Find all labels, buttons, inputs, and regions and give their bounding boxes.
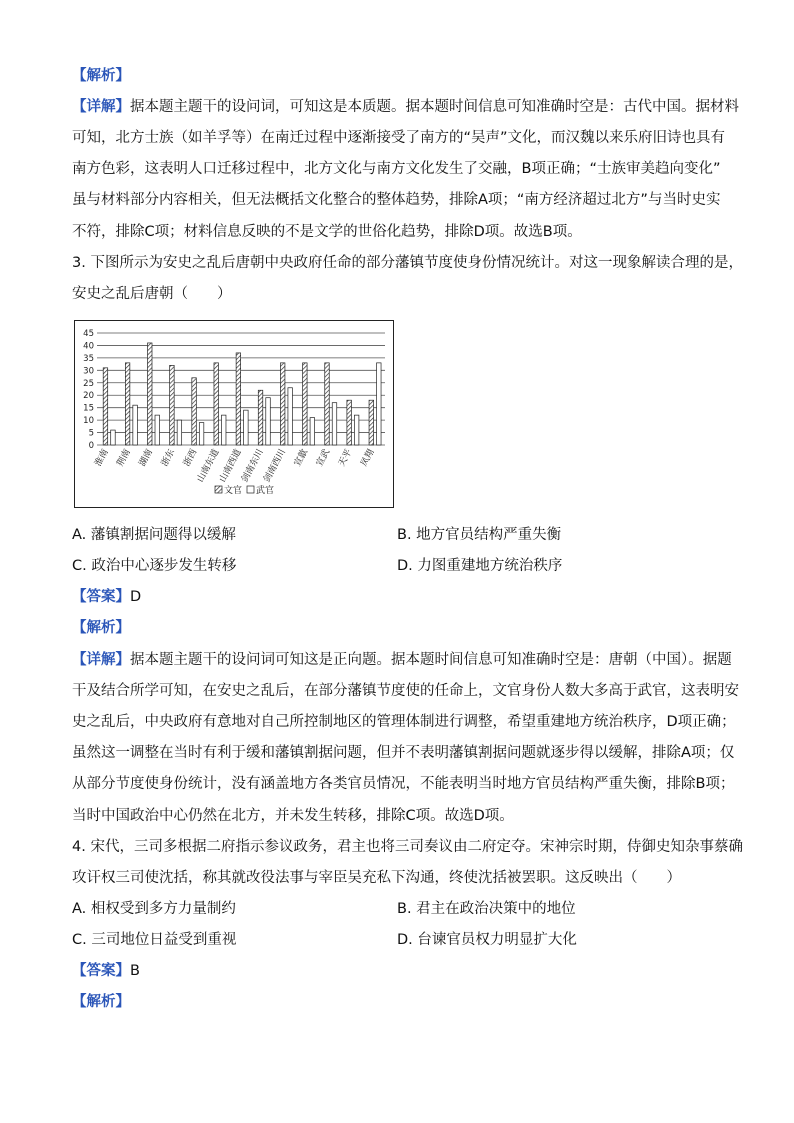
bar-wuguan: [199, 423, 204, 445]
jiexi-heading-1: 【解析】: [72, 68, 130, 84]
legend-label: 文官: [224, 486, 243, 496]
q4-option-d[interactable]: D. 台谏官员权力明显扩大化: [397, 932, 577, 948]
detail-line-5: 不符，排除C项；材料信息反映的不是文学的世俗化趋势，排除D项。故选B项。: [72, 224, 582, 240]
y-tick-label: 10: [83, 416, 94, 427]
q4-jiexi-heading: 【解析】: [72, 994, 130, 1010]
y-tick-label: 30: [83, 366, 94, 377]
x-tick-label: 宣歙: [292, 447, 311, 469]
q3-analysis-line-2: 干及结合所学可知，在安史之乱后，在部分藩镇节度使的任命上，文官身份人数大多高于武官，这表明安: [72, 683, 739, 699]
x-tick-label: 天平: [337, 447, 355, 469]
bar-wenguan: [148, 343, 153, 445]
answer-tag: 【答案】: [72, 589, 130, 605]
detail-text: 据本题主题干的设问词，可知这是本质题。据本题时间信息可知准确时空是：古代中国。据材料: [130, 99, 739, 115]
legend-swatch: [215, 486, 222, 493]
q3-analysis-line-4: 虽然这一调整在当时有利于缓和藩镇割据问题，但并不表明藩镇割据问题就逐步得以缓解，排除A项；仅: [72, 745, 735, 761]
q4-answer: [72, 961, 140, 981]
x-tick-label: 凤翔: [359, 447, 377, 469]
y-tick-label: 35: [83, 353, 94, 364]
x-tick-label: 山南西道: [217, 447, 244, 485]
q3-bar-chart: [74, 320, 394, 508]
detail-line-4: 虽与材料部分内容相关，但无法概括文化整合的整体趋势，排除A项；“南方经济超过北方”与当时史实: [72, 192, 721, 208]
x-tick-label: 湖南: [137, 447, 156, 469]
bar-wenguan: [192, 378, 197, 445]
x-tick-label: 浙东: [159, 447, 178, 469]
bar-wuguan: [221, 415, 226, 445]
bar-wenguan: [347, 400, 352, 445]
q4-stem-line-1: 4. 宋代，三司多根据二府指示参议政务，君主也将三司奏议由二府定夺。宋神宗时期，侍御史知杂事蔡确: [72, 839, 743, 855]
bar-wuguan: [111, 430, 116, 445]
y-tick-label: 0: [88, 441, 94, 451]
q3-option-d[interactable]: D. 力图重建地方统治秩序: [397, 558, 563, 574]
y-tick-label: 45: [83, 329, 94, 339]
q3-option-a[interactable]: A. 藩镇割据问题得以缓解: [72, 527, 236, 543]
q3-answer: [72, 587, 141, 607]
bar-wuguan: [377, 363, 382, 445]
bar-wenguan: [280, 363, 285, 445]
y-tick-label: 40: [83, 341, 94, 352]
q3-analysis-line-6: 当时中国政治中心仍然在北方，并未发生转移，排除C项。故选D项。: [72, 808, 514, 824]
q4-option-b[interactable]: B. 君主在政治决策中的地位: [397, 901, 576, 917]
legend-label: 武官: [256, 486, 275, 496]
chart-svg: [75, 321, 393, 507]
q4-option-c[interactable]: C. 三司地位日益受到重视: [72, 932, 237, 948]
legend-swatch: [247, 486, 254, 493]
x-tick-label: 宣武: [314, 447, 333, 469]
q3-analysis-line-1: [72, 650, 732, 670]
bar-wenguan: [170, 365, 175, 445]
answer-tag: 【答案】: [72, 963, 130, 979]
x-tick-label: 浙西: [182, 447, 200, 469]
bar-wenguan: [258, 390, 263, 445]
bar-wenguan: [303, 363, 308, 445]
x-tick-label: 荆南: [115, 447, 133, 469]
bar-wuguan: [354, 415, 359, 445]
bar-wenguan: [214, 363, 219, 445]
bar-wuguan: [244, 410, 249, 445]
y-tick-label: 25: [83, 378, 94, 389]
q4-option-a[interactable]: A. 相权受到多方力量制约: [72, 901, 236, 917]
x-tick-label: 剑南西川: [262, 447, 288, 485]
bar-wenguan: [325, 363, 330, 445]
q3-stem-line-1: 3. 下图所示为安史之乱后唐朝中央政府任命的部分藩镇节度使身份情况统计。对这一现象解读合理的是，: [72, 255, 743, 271]
answer-value: D: [130, 589, 142, 605]
y-tick-label: 15: [83, 403, 94, 414]
answer-value: B: [130, 963, 140, 979]
bar-wenguan: [125, 363, 130, 445]
q3-stem-line-2: 安史之乱后唐朝（ ）: [72, 286, 232, 302]
q3-analysis-line-5: 从部分节度使身份统计，没有涵盖地方各类官员情况，不能表明当时地方官员结构严重失衡，排除B项；: [72, 776, 735, 792]
bar-wenguan: [103, 368, 108, 445]
q3-option-c[interactable]: C. 政治中心逐步发生转移: [72, 558, 237, 574]
y-tick-label: 5: [88, 428, 94, 439]
q4-stem-line-2: 攻讦权三司使沈括，称其就改役法事与宰臣吴充私下沟通，终使沈括被罢职。这反映出（ ）: [72, 870, 681, 886]
q3-option-b[interactable]: B. 地方官员结构严重失衡: [397, 527, 562, 543]
bar-wenguan: [236, 353, 241, 445]
x-tick-label: 山南东道: [195, 447, 222, 485]
bar-wuguan: [310, 418, 315, 445]
y-tick-label: 20: [83, 391, 94, 402]
detail-tag: 【详解】: [72, 99, 130, 115]
q3-analysis-line-3: 史之乱后，中央政府有意地对自己所控制地区的管理体制进行调整，希望重建地方统治秩序，D项正确；: [72, 714, 736, 730]
x-tick-label: 剑南东川: [240, 447, 266, 485]
bar-wuguan: [177, 420, 182, 445]
bar-wenguan: [369, 400, 374, 445]
bar-wuguan: [332, 403, 337, 445]
detail-line-3: 南方色彩，这表明人口迁移过程中，北方文化与南方文化发生了交融，B项正确；“士族审美趋向变化”: [72, 161, 721, 177]
bar-wuguan: [266, 398, 271, 445]
detail-line-2: 可知，北方士族（如羊孚等）在南迁过程中逐渐接受了南方的“吴声”文化，而汉魏以来乐府旧诗也具有: [72, 130, 726, 146]
detail-line-1: [72, 97, 739, 117]
bar-wuguan: [133, 405, 138, 445]
bar-wuguan: [155, 415, 160, 445]
bar-wuguan: [288, 388, 293, 445]
detail-text: 据本题主题干的设问词可知这是正向题。据本题时间信息可知准确时空是：唐朝（中国）。据题: [130, 652, 732, 668]
detail-tag: 【详解】: [72, 652, 130, 668]
q3-jiexi-heading: 【解析】: [72, 620, 130, 636]
x-tick-label: 淮南: [93, 447, 111, 469]
